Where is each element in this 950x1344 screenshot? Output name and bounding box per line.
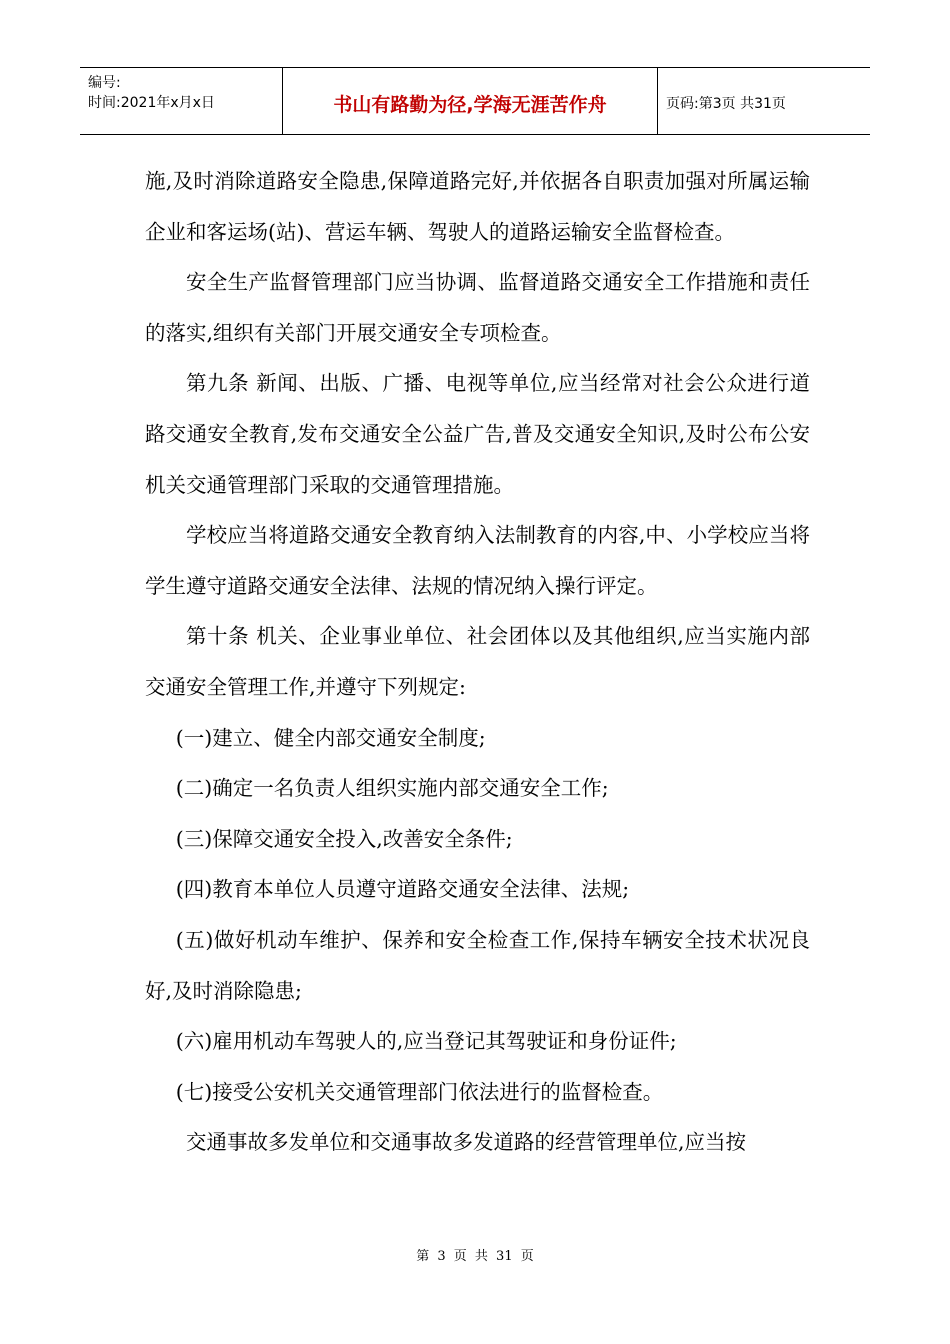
article-9: 第九条 新闻、出版、广播、电视等单位,应当经常对社会公众进行道路交通安全教育,发布交通安全公益广告,普及交通安全知识,及时公布公安机关交通管理部门采取的交通管理措施。	[145, 371, 810, 497]
list-item: (五)做好机动车维护、保养和安全检查工作,保持车辆安全技术状况良好,及时消除隐患;	[145, 927, 810, 1003]
page-footer: 第 3 页 共 31 页	[416, 1249, 534, 1264]
list-item: (四)教育本单位人员遵守道路交通安全法律、法规;	[175, 877, 630, 902]
document-date-label: 时间:2021年x月x日	[88, 95, 215, 111]
document-number-label: 编号:	[88, 75, 121, 91]
list-item: (一)建立、健全内部交通安全制度;	[175, 725, 486, 750]
header-page-label: 页码:第3页 共31页	[666, 96, 786, 112]
paragraph: 学校应当将道路交通安全教育纳入法制教育的内容,中、小学校应当将学生遵守道路交通安全法律、法规的情况纳入操行评定。	[145, 523, 810, 598]
paragraph-continued: 施,及时消除道路安全隐患,保障道路完好,并依据各自职责加强对所属运输企业和客运场(站)、营运车辆、驾驶人的道路运输安全监督检查。	[145, 169, 810, 244]
list-item: (七)接受公安机关交通管理部门依法进行的监督检查。	[175, 1079, 664, 1104]
paragraph: 安全生产监督管理部门应当协调、监督道路交通安全工作措施和责任的落实,组织有关部门开展交通安全专项检查。	[145, 270, 810, 345]
article-10: 第十条 机关、企业事业单位、社会团体以及其他组织,应当实施内部交通安全管理工作,并遵守下列规定:	[145, 624, 810, 699]
page-header	[80, 67, 870, 135]
paragraph: 交通事故多发单位和交通事故多发道路的经营管理单位,应当按	[186, 1130, 747, 1155]
list-item: (二)确定一名负责人组织实施内部交通安全工作;	[175, 776, 609, 801]
list-item: (六)雇用机动车驾驶人的,应当登记其驾驶证和身份证件;	[175, 1029, 677, 1054]
header-motto: 书山有路勤为径,学海无涯苦作舟	[282, 68, 658, 134]
list-item: (三)保障交通安全投入,改善安全条件;	[175, 826, 513, 851]
header-meta	[80, 68, 282, 134]
document-body	[145, 156, 810, 1168]
